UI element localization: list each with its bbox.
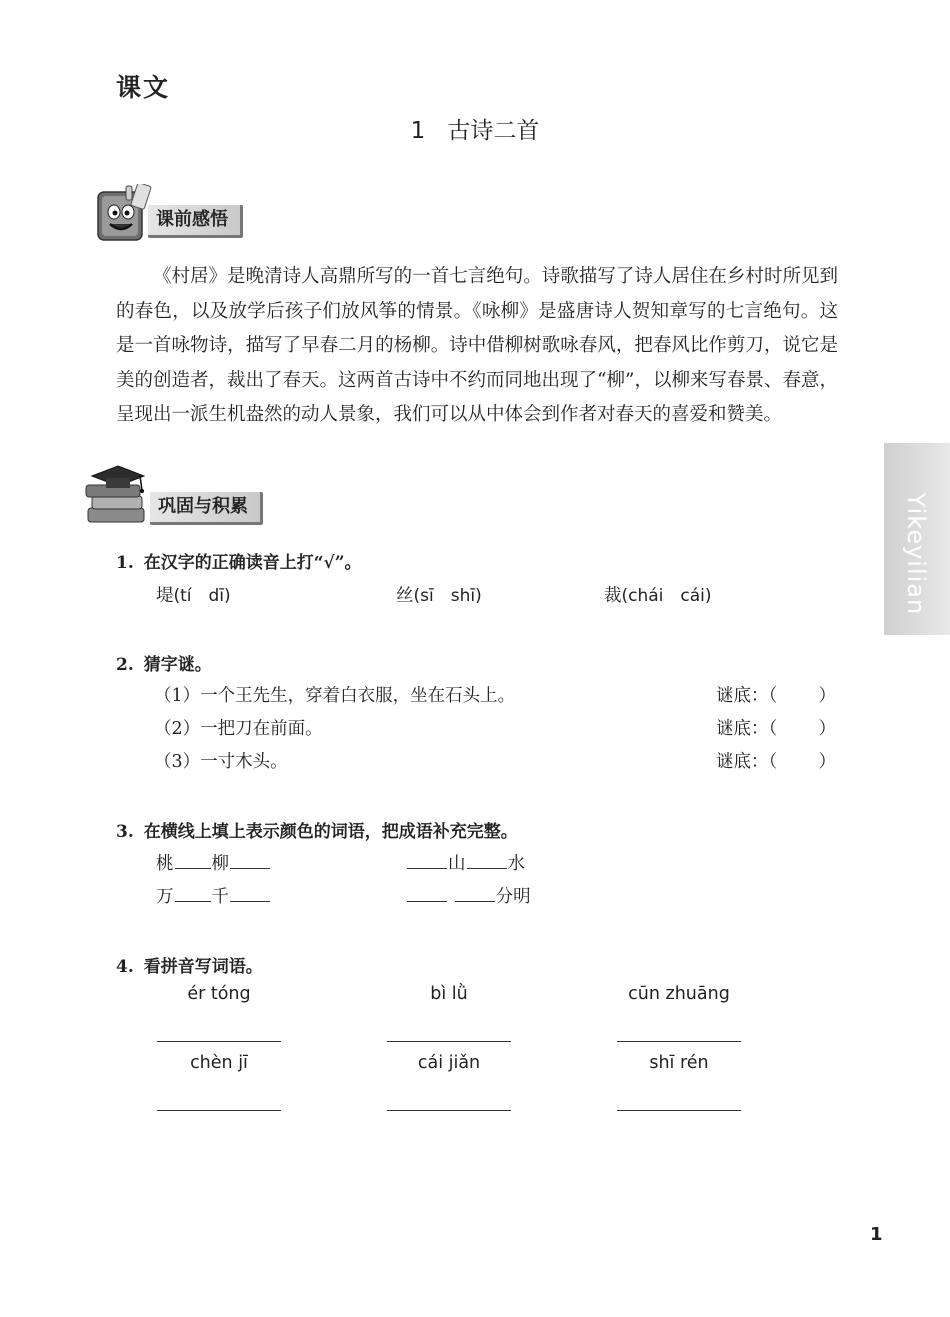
- writing-line[interactable]: [387, 1041, 511, 1042]
- q1-item: 丝(sī shī): [396, 586, 482, 606]
- writing-line[interactable]: [157, 1041, 281, 1042]
- fill-blank[interactable]: [407, 883, 447, 902]
- idiom-blank-row: 山 水: [406, 850, 525, 875]
- writing-line[interactable]: [387, 1110, 511, 1111]
- pinyin-prompt: chèn jī: [190, 1053, 248, 1073]
- question-2-title: 2. 猜字谜。: [116, 655, 212, 675]
- section-heading-practice: 巩固与积累: [150, 492, 263, 525]
- riddle-text: （3）一寸木头。: [154, 752, 288, 772]
- pinyin-prompt: cái jiǎn: [417, 1053, 481, 1073]
- idiom-blank-row: 桃 柳: [156, 850, 271, 875]
- side-tab-label: Yikeyilian: [902, 492, 930, 616]
- riddle-answer: 谜底：（ ）: [716, 752, 836, 772]
- intro-text: 《村居》是晚清诗人高鼎所写的一首七言绝句。诗歌描写了诗人居住在乡村时所见到的春色，以及放学后孩子们放风筝的情景。《咏柳》是盛唐诗人贺知章写的七言绝句。这是一首咏物诗，描写了早春二月的杨柳。诗中借柳树歌咏春风，把春风比作剪刀，说它是美的创造者，裁出了春天。这两首古诗中不约而同地出现了“柳”，以柳来写春景、春意，呈现出一派生机盎然的动人景象，我们可以从中体会到作者对春天的喜爱和赞美。: [116, 266, 838, 425]
- intro-paragraph: [116, 260, 838, 433]
- fill-blank[interactable]: [407, 850, 447, 869]
- fill-blank[interactable]: [455, 883, 495, 902]
- lesson-title: [0, 112, 950, 145]
- fill-blank[interactable]: [467, 850, 507, 869]
- fill-blank[interactable]: [175, 850, 211, 869]
- pinyin-prompt: shī rén: [649, 1053, 709, 1073]
- idiom-blank-row: 万 千: [156, 883, 271, 908]
- pinyin-prompt: cūn zhuāng: [628, 984, 730, 1004]
- riddle-answer: 谜底：（ ）: [716, 719, 836, 739]
- unit-title: 课文: [116, 73, 171, 102]
- books-graduation-cap-icon: [82, 464, 150, 526]
- fill-blank[interactable]: [230, 883, 270, 902]
- riddle-text: （1）一个王先生，穿着白衣服，坐在石头上。: [154, 686, 516, 706]
- lesson-number: 1: [410, 118, 426, 144]
- fill-blank[interactable]: [175, 883, 211, 902]
- lesson-name: 古诗二首: [447, 118, 540, 144]
- idiom-blank-row: 分明: [406, 883, 531, 908]
- writing-line[interactable]: [617, 1041, 741, 1042]
- pinyin-prompt: ér tóng: [187, 984, 251, 1004]
- question-1-title: 1. 在汉字的正确读音上打“√”。: [116, 553, 362, 573]
- section-heading-before-class: 课前感悟: [148, 205, 243, 238]
- riddle-text: （2）一把刀在前面。: [154, 719, 323, 739]
- question-3-title: 3. 在横线上填上表示颜色的词语，把成语补充完整。: [116, 822, 518, 842]
- page-number: 1: [870, 1224, 883, 1245]
- writing-line[interactable]: [157, 1110, 281, 1111]
- q1-item: 裁(chái cái): [604, 586, 712, 606]
- riddle-answer: 谜底：（ ）: [716, 686, 836, 706]
- pinyin-prompt: bì lǜ: [430, 984, 468, 1004]
- q1-item: 堤(tí dī): [156, 586, 231, 606]
- fill-blank[interactable]: [230, 850, 270, 869]
- writing-line[interactable]: [617, 1110, 741, 1111]
- notebook-mascot-icon: [96, 184, 152, 244]
- question-4-title: 4. 看拼音写词语。: [116, 957, 263, 977]
